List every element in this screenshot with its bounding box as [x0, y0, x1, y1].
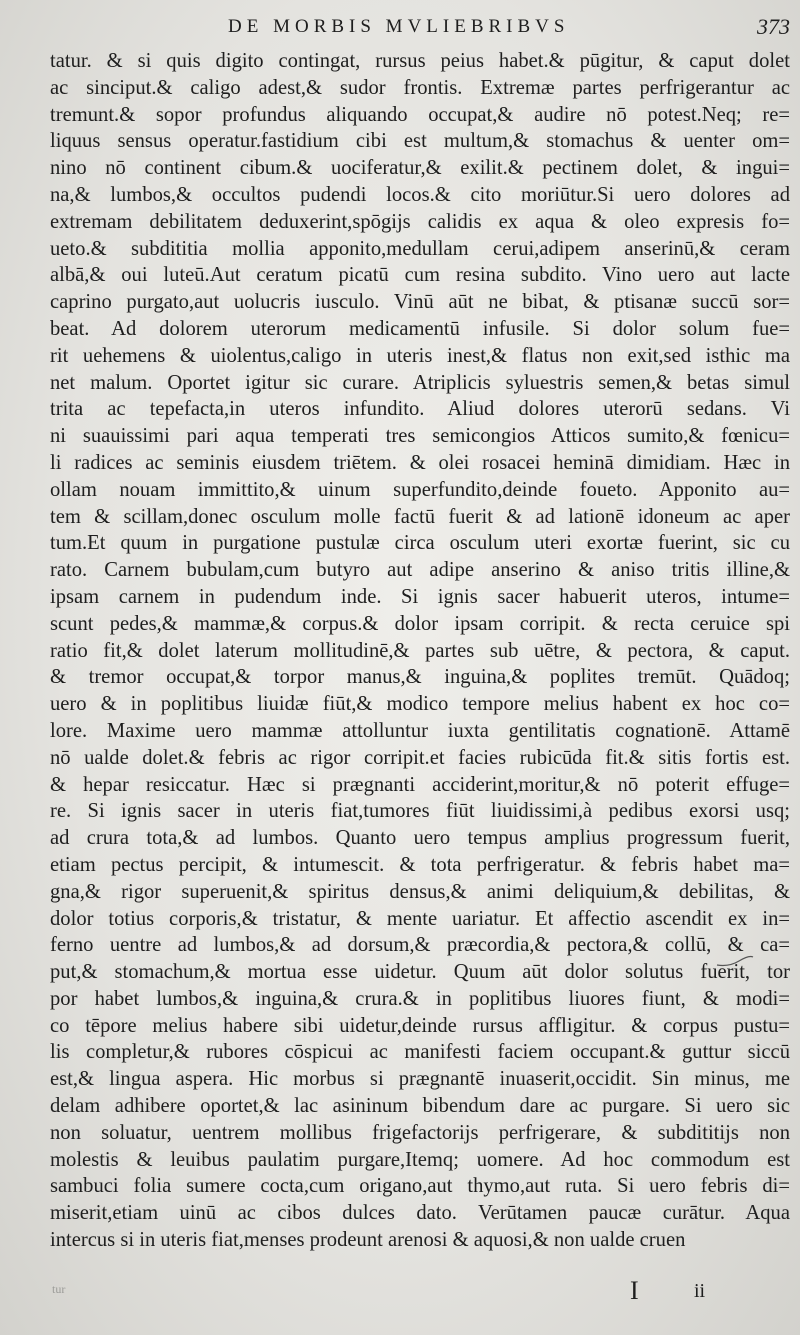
text-line: extremam debilitatem deduxerint,spōgijs calidis ex aqua & oleo expresis fo=	[50, 210, 790, 233]
text-line: sambuci folia sumere cocta,cum origano,aut thymo,aut ruta. Si uero febris di=	[50, 1175, 790, 1198]
text-line: tum.Et quum in purgatione pustulæ circa osculum uteri exortæ fuerint, sic cu	[50, 532, 790, 555]
body-text	[50, 48, 790, 1254]
text-line: gna,& rigor superuenit,& spiritus densus,& animi deliquium,& debilitas, &	[50, 880, 790, 903]
text-line: uero & in poplitibus liuidæ fiūt,& modico tempore melius habent ex hoc co=	[50, 693, 790, 716]
text-line: ferno uentre ad lumbos,& ad dorsum,& præcordia,& pectora,& collū, & ca=	[50, 934, 790, 957]
text-line: non soluatur, uentrem mollibus frigefactorijs perfrigerare, & subdititijs non	[50, 1121, 790, 1144]
text-line: & hepar resiccatur. Hæc si prægnanti acciderint,moritur,& nō poterit effuge=	[50, 773, 790, 796]
text-line: ac sinciput.& caligo adest,& sudor frontis. Extremæ partes perfrigerantur ac	[50, 76, 790, 99]
page-number: 373	[757, 14, 790, 39]
text-line: albā,& oui luteū.Aut ceratum picatū cum resina subdito. Vino uero aut lacte	[50, 264, 790, 287]
text-line: caprino purgato,aut uolucris iusculo. Vinū aūt ne bibat, & ptisanæ succū sor=	[50, 291, 790, 314]
text-line: net malum. Oportet igitur sic curare. Atriplicis syluestris semen,& betas simul	[50, 371, 790, 394]
text-line: scunt pedes,& mammæ,& corpus.& dolor ipsam corripit. & recta ceruice spi	[50, 612, 790, 635]
text-line: nō ualde dolet.& febris ac rigor corripit.et facies rubicūda fit.& sitis fortis est.	[50, 746, 790, 769]
text-line: por habet lumbos,& inguina,& crura.& in poplitibus liuores fiunt, & modi=	[50, 987, 790, 1010]
text-line: delam adhibere oportet,& lac asininum bibendum dare ac purgare. Si uero sic	[50, 1095, 790, 1118]
text-line: rato. Carnem bubulam,cum butyro aut adipe anserino & aniso tritis illine,&	[50, 559, 790, 582]
text-line: molestis & leuibus paulatim purgare,Itemq; uomere. Ad hoc commodum est	[50, 1148, 790, 1171]
text-line: ueto.& subdititia mollia apponito,medullam cerui,adipem anserinū,& ceram	[50, 237, 790, 260]
text-line: ipsam carnem in pudendum inde. Si ignis sacer habuerit uteros, intume=	[50, 585, 790, 608]
text-line: & tremor occupat,& torpor manus,& inguina,& poplites tremūt. Quādoq;	[50, 666, 790, 689]
text-line: na,& lumbos,& occultos pudendi locos.& cito moriūtur.Si uero dolores ad	[50, 183, 790, 206]
text-line: ni suauissimi pari aqua temperati tres semicongios Atticos sumito,& fœnicu=	[50, 425, 790, 448]
text-line: nino nō continent cibum.& uociferatur,& exilit.& pectinem dolet, & ingui=	[50, 157, 790, 180]
faded-catchword: tur	[52, 1282, 66, 1296]
text-line: tremunt.& sopor profundus aliquando occupat,& audire nō potest.Neq; re=	[50, 103, 790, 126]
text-line: trita ac tepefacta,in uteros infundito. Aliud dolores uterorū sedans. Vi	[50, 398, 790, 421]
text-line: co tēpore melius habere sibi uidetur,deinde rursus affligitur. & corpus pustu=	[50, 1014, 790, 1037]
text-line: rit uehemens & uiolentus,caligo in uteris inest,& flatus non exit,sed isthic ma	[50, 344, 790, 367]
text-line: miserit,etiam uinū ac cibos dulces dato. Verūtamen paucæ curātur. Aqua	[50, 1202, 790, 1225]
page-header	[0, 10, 800, 46]
text-line: est,& lingua aspera. Hic morbus si prægnantē inuaserit,occidit. Sin minus, me	[50, 1068, 790, 1091]
text-line: re. Si ignis sacer in uteris fiat,tumores fiūt liuidissimi,à pedibus exorsi usq;	[50, 800, 790, 823]
signature-sub-mark: ii	[694, 1280, 706, 1302]
margin-pen-mark	[715, 955, 755, 969]
text-line: tem & scillam,donec osculum molle factū fuerit & ad lationē idoneum ac aper	[50, 505, 790, 528]
text-line: liquus sensus operatur.fastidium cibi est multum,& stomachus & uenter om=	[50, 130, 790, 153]
text-line: intercus si in uteris fiat,menses prodeunt arenosi & aquosi,& non ualde cruen	[50, 1229, 686, 1252]
text-line: lore. Maxime uero mammæ attolluntur iuxta gentilitatis cognationē. Attamē	[50, 719, 790, 742]
running-head: DE MORBIS MVLIEBRIBVS	[228, 16, 570, 37]
page-footer	[0, 1276, 800, 1316]
text-line: dolor totius corporis,& tristatur, & mente uariatur. Et affectio ascendit ex in=	[50, 907, 790, 930]
text-line: li radices ac seminis eiusdem triētem. & olei rosacei heminā dimidiam. Hæc in	[50, 451, 790, 474]
text-line: etiam pectus percipit, & intumescit. & tota perfrigeratur. & febris habet ma=	[50, 853, 790, 876]
text-line: tatur. & si quis digito contingat, rursus peius habet.& pūgitur, & caput dolet	[50, 50, 790, 72]
text-line: ratio fit,& dolet laterum mollitudinē,& partes sub uētre, & pectora, & caput.	[50, 639, 790, 662]
text-line: lis completur,& rubores cōspicui ac manifesti faciem occupant.& guttur siccū	[50, 1041, 790, 1064]
text-line: put,& stomachum,& mortua esse uidetur. Quum aūt dolor solutus fuerit, tor	[50, 961, 790, 984]
signature-mark: I	[630, 1276, 639, 1305]
text-line: ollam nouam immittito,& uinum superfundito,deinde foueto. Apponito au=	[50, 478, 790, 501]
text-line: beat. Ad dolorem uterorum medicamentū infusile. Si dolor solum fue=	[50, 317, 790, 340]
text-line: ad crura tota,& ad lumbos. Quanto uero tempus amplius progressum fuerit,	[50, 827, 790, 850]
